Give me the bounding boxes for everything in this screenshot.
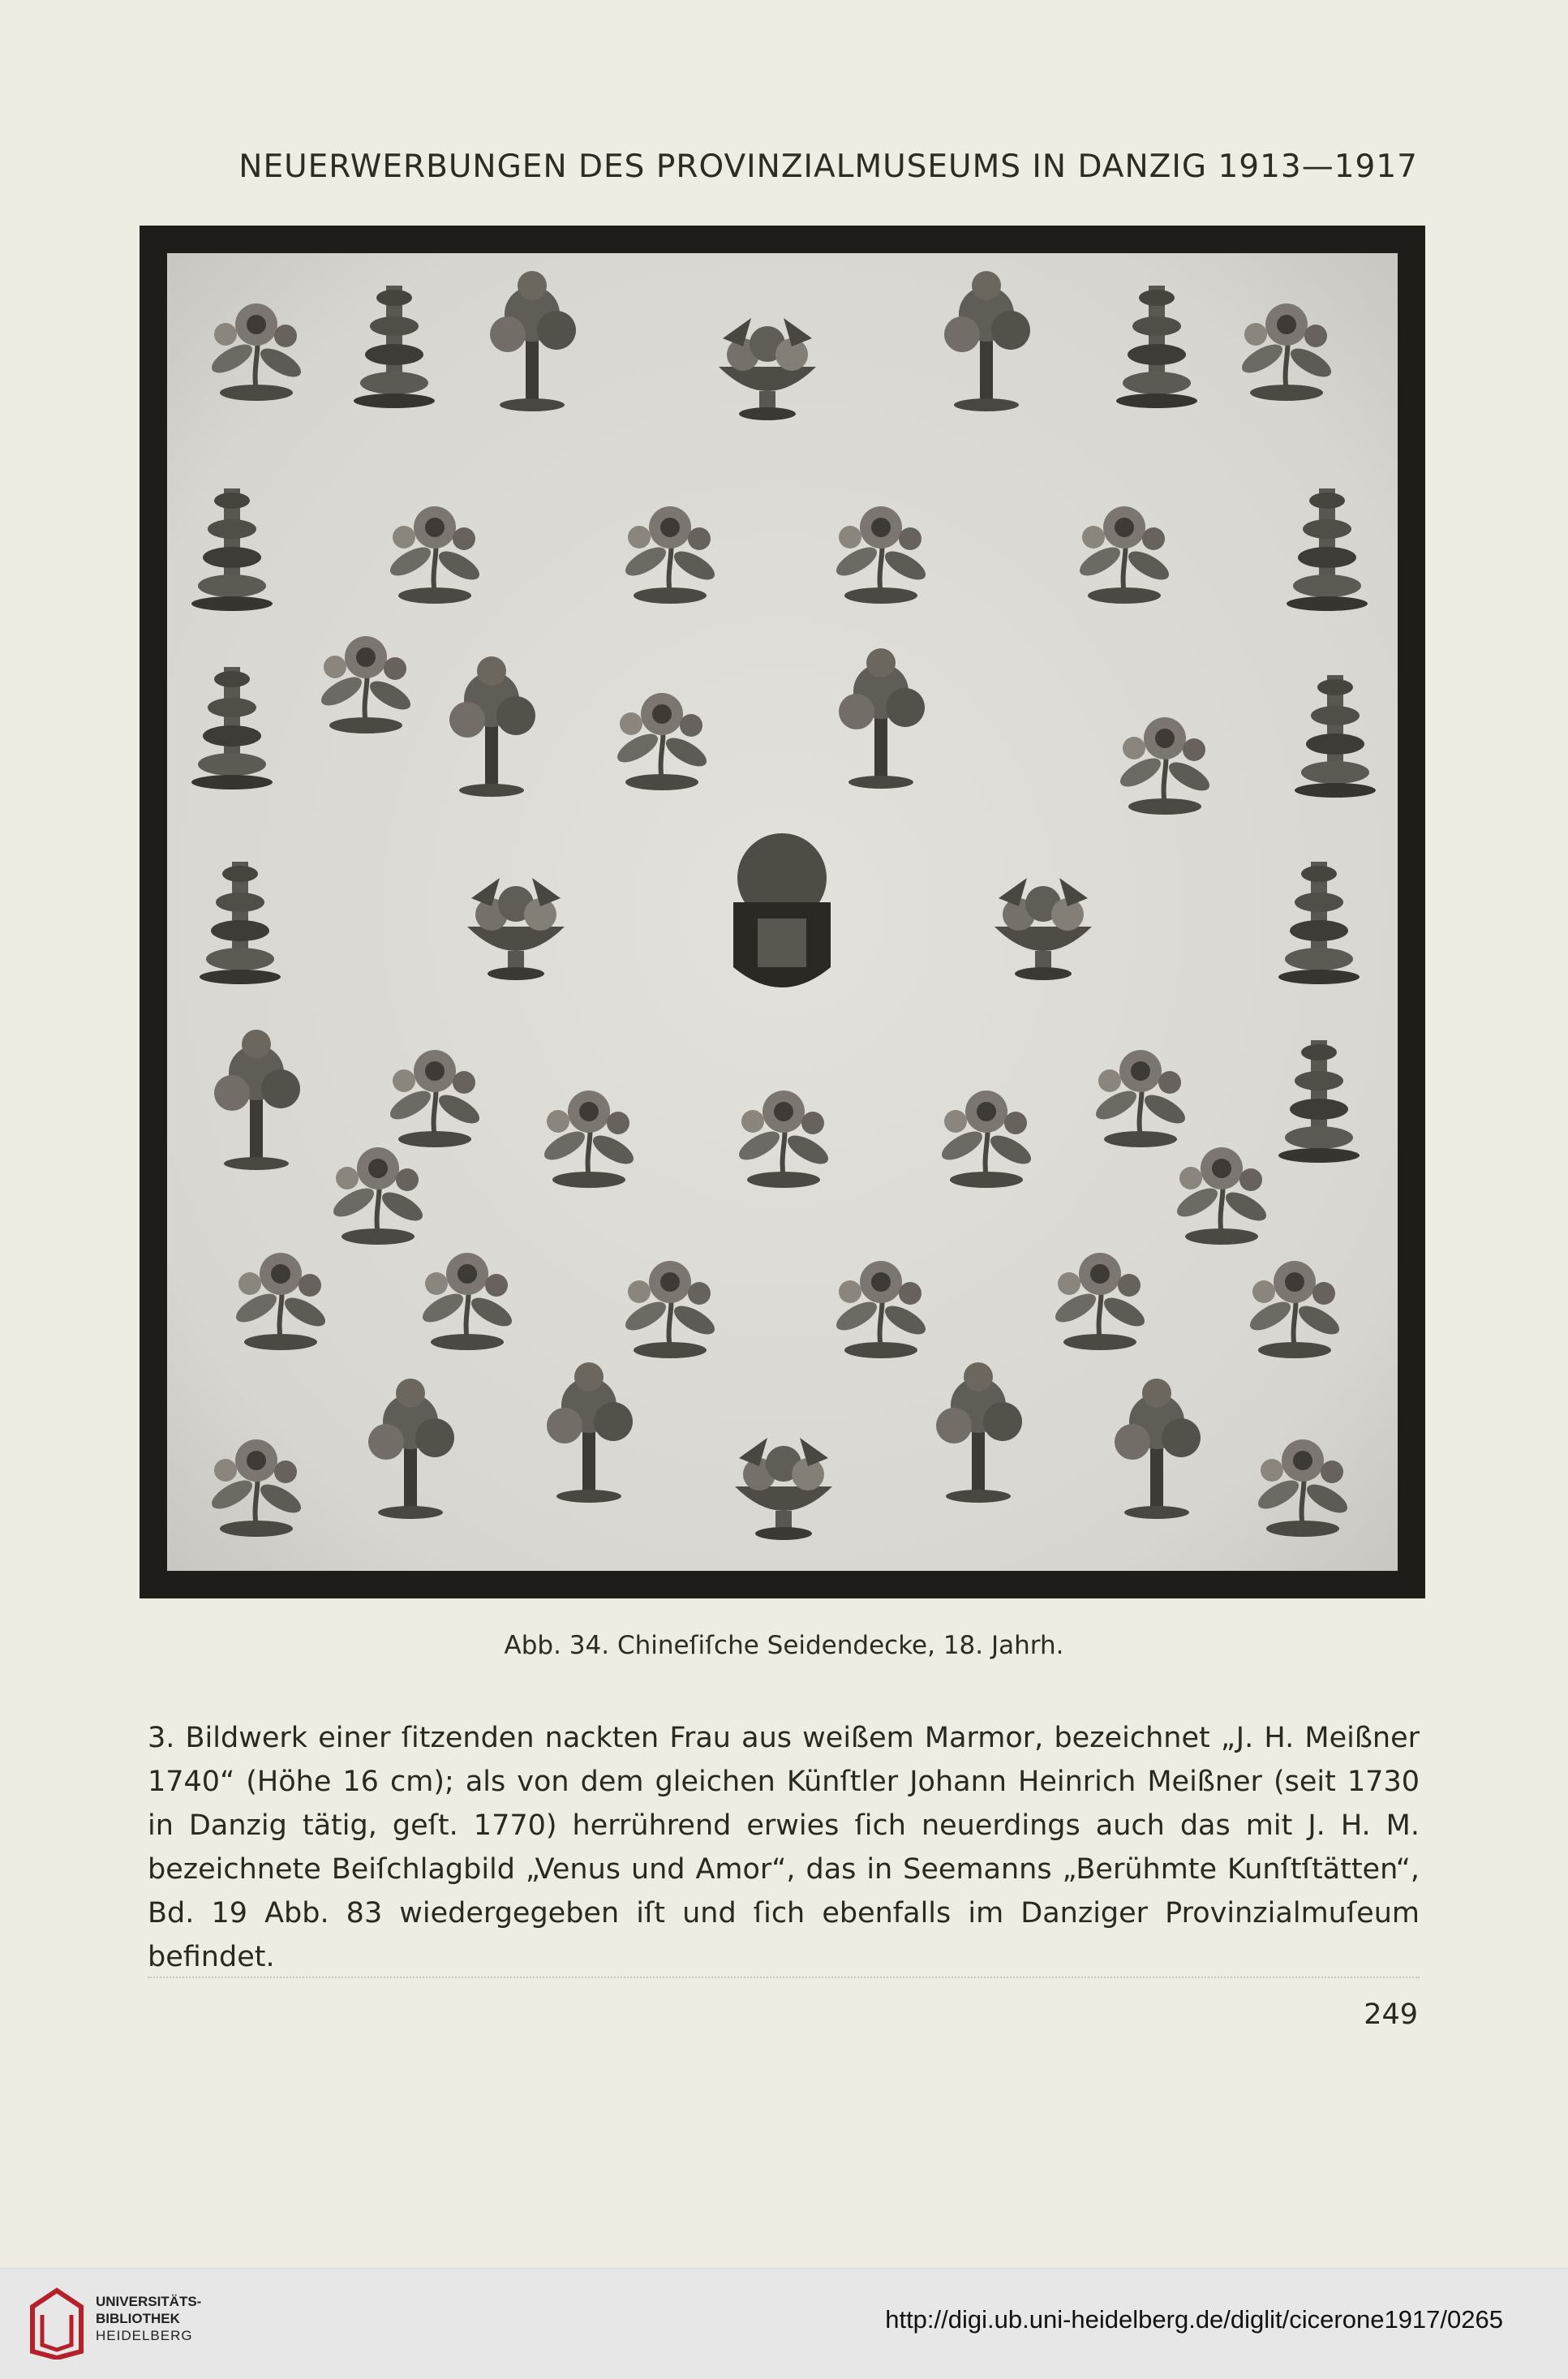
silk-cover-illustration	[167, 253, 1398, 1571]
library-footer	[0, 2268, 1568, 2379]
running-title: NEUERWERBUNGEN DES PROVINZIALMUSEUMS IN DANZIG 1913—1917	[238, 148, 1418, 185]
library-name-line: BIBLIOTHEK	[96, 2311, 180, 2326]
library-name-line: HEIDELBERG	[96, 2328, 193, 2343]
source-link[interactable]: http://digi.ub.uni-heidelberg.de/diglit/cicerone1917/0265	[885, 2305, 1503, 2334]
coat-of-arms	[733, 833, 831, 987]
footer-divider	[148, 1977, 1420, 1978]
figure-caption: Abb. 34. Chineſiſche Seidendecke, 18. Jahrh.	[504, 1631, 1064, 1660]
page-number: 249	[1364, 1998, 1418, 2031]
library-name-line: UNIVERSITÄTS-	[96, 2294, 202, 2309]
library-name	[96, 2293, 201, 2344]
body-paragraph: 3. Bildwerk einer ſitzenden nackten Frau aus weißem Marmor, bezeichnet „J. H. Meißner 1740“ (Höhe 16 cm); als von dem gleichen Künſtler Johann Heinrich Meißner (seit 1730 in Danzig tätig, geſt. 1770) herrührend erwies ſich neuerdings auch das mit J. H. M. bezeichnete Beiſchlagbild „Venus und Amor“, das in Seemanns „Berühmte Kunſtſtätten“, Bd. 19 Abb. 83 wiedergegeben iſt und ſich ebenfalls im Danziger Provinzialmuſeum befindet.	[148, 1722, 1420, 1973]
figure-image	[140, 226, 1425, 1598]
library-logo-icon	[24, 2287, 89, 2360]
